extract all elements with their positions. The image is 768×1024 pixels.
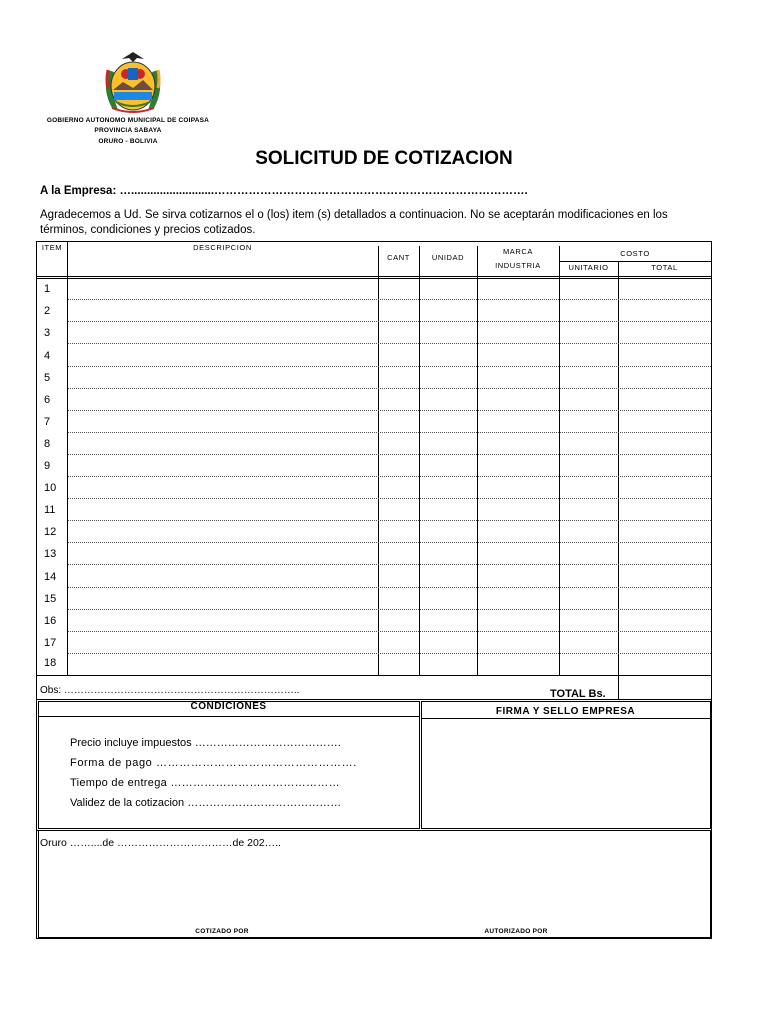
row-number: 15 xyxy=(44,593,57,605)
row-number: 9 xyxy=(44,460,51,472)
header-total: TOTAL xyxy=(651,263,678,272)
row-number: 13 xyxy=(44,548,57,560)
form-frame xyxy=(36,241,712,939)
row-number: 5 xyxy=(44,372,51,384)
page-title: SOLICITUD DE COTIZACION xyxy=(255,148,513,169)
condicion-validez[interactable]: Validez de la cotizacion …………………………………… xyxy=(70,797,342,809)
empresa-line[interactable] xyxy=(40,185,528,197)
empresa-label: A la Empresa: xyxy=(40,185,117,197)
row-number: 10 xyxy=(44,482,57,494)
row-number: 3 xyxy=(44,327,51,339)
total-label: TOTAL Bs. xyxy=(550,688,606,700)
row-number: 18 xyxy=(44,657,57,669)
header-industria: INDUSTRIA xyxy=(495,261,541,270)
row-number: 12 xyxy=(44,526,57,538)
row-number: 11 xyxy=(44,504,56,516)
observaciones-field[interactable]: Obs: …………………………………………………………….. xyxy=(40,685,300,696)
header-item: ITEM xyxy=(41,243,63,252)
header-costo: COSTO xyxy=(620,249,650,258)
condicion-forma-pago[interactable]: Forma de pago ……………………………………………. xyxy=(70,757,357,769)
header-unidad: UNIDAD xyxy=(431,253,465,262)
cotizado-por-label: COTIZADO POR xyxy=(195,928,249,935)
header-marca: MARCA xyxy=(502,247,534,256)
row-number: 1 xyxy=(44,283,51,295)
org-province: PROVINCIA SABAYA xyxy=(94,127,162,134)
row-number: 16 xyxy=(44,615,57,627)
condicion-tiempo-entrega[interactable]: Tiempo de entrega ……………………………………… xyxy=(70,777,340,789)
empresa-dots: …..........................………………………………………………………………………. xyxy=(119,185,528,197)
row-number: 4 xyxy=(44,350,51,362)
org-location: ORURO - BOLIVIA xyxy=(98,138,158,145)
row-number: 6 xyxy=(44,394,51,406)
fecha-field[interactable]: Oruro ……....de ……………………………de 202….. xyxy=(40,837,281,849)
row-number: 8 xyxy=(44,438,51,450)
row-number: 7 xyxy=(44,416,51,428)
org-name: GOBIERNO AUTONOMO MUNICIPAL DE COIPASA xyxy=(46,117,210,124)
row-number: 14 xyxy=(44,571,57,583)
firma-title: FIRMA Y SELLO EMPRESA xyxy=(495,706,636,717)
firma-sello-area[interactable] xyxy=(421,719,710,827)
row-number: 2 xyxy=(44,305,51,317)
condiciones-title: CONDICIONES xyxy=(190,701,267,712)
row-number: 17 xyxy=(44,637,57,649)
intro-paragraph: Agradecemos a Ud. Se sirva cotizarnos el o (los) item (s) detallados a continuacion. No se aceptarán modificaciones en los términos, condiciones y precios cotizados. xyxy=(40,209,668,236)
header-cant: CANT xyxy=(387,253,410,262)
autorizado-por-label: AUTORIZADO POR xyxy=(484,928,548,935)
condicion-precio[interactable]: Precio incluye impuestos …………………………………. xyxy=(70,737,341,749)
municipal-coat-of-arms-icon xyxy=(98,50,168,116)
header-descripcion: DESCRIPCION xyxy=(193,243,252,252)
header-unitario: UNITARIO xyxy=(568,263,609,272)
